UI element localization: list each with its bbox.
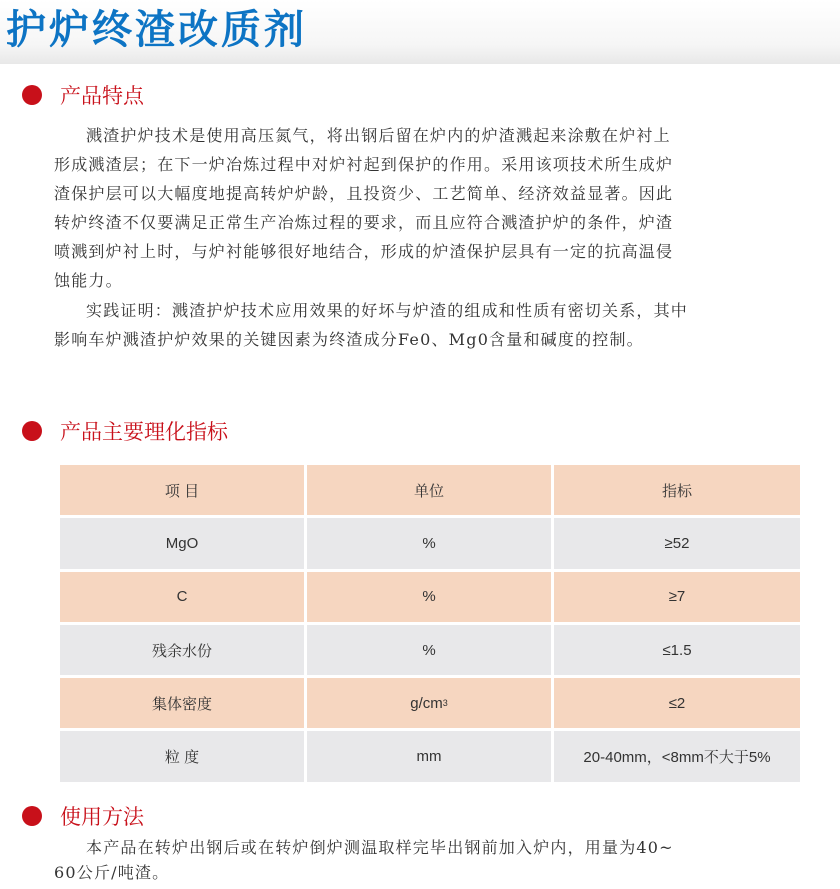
table-cell-item: 粒 度 [60,731,307,784]
spec-table [60,465,800,785]
table-row [60,518,800,571]
text-line: 溅渣护炉技术是使用高压氮气，将出钢后留在炉内的炉渣溅起来涂敷在炉衬上 [86,126,671,145]
bullet-icon [22,421,42,441]
table-header-cell: 单位 [307,465,554,518]
section-title: 使用方法 [60,805,144,829]
features-paragraph-1 [54,121,673,295]
section-title: 产品特点 [60,84,144,108]
unit-superscript: 3 [442,698,448,709]
text-line: 影响车炉溅渣护炉效果的关键因素为终渣成分Fe0、Mg0含量和碱度的控制。 [54,330,644,349]
section-heading-features [22,80,144,110]
text-line: 实践证明：溅渣护炉技术应用效果的好坏与炉渣的组成和性质有密切关系，其中 [86,301,689,320]
unit-text: g/cm [410,694,443,712]
text-line: 蚀能力。 [54,271,123,290]
section-heading-usage [22,801,144,831]
table-row [60,572,800,625]
table-cell-unit: % [307,625,554,678]
text-line: 转炉终渣不仅要满足正常生产冶炼过程的要求，而且应符合溅渣护炉的条件，炉渣 [54,213,674,232]
table-cell-value: ≥52 [554,518,800,571]
text-line: 本产品在转炉出钢后或在转炉倒炉测温取样完毕出钢前加入炉内，用量为40~ [86,838,674,857]
text-line: 60公斤/吨渣。 [54,863,170,882]
text-line: 喷溅到炉衬上时，与炉衬能够很好地结合，形成的炉渣保护层具有一定的抗高温侵 [54,242,674,261]
text-line: 形成溅渣层；在下一炉冶炼过程中对炉衬起到保护的作用。采用该项技术所生成炉 [54,155,674,174]
page-title: 护炉终渣改质剂 [6,7,307,53]
table-cell-item: MgO [60,518,307,571]
features-paragraph-2 [54,296,688,354]
table-cell-item: 集体密度 [60,678,307,731]
table-cell-unit: % [307,572,554,625]
table-row [60,678,800,731]
section-title: 产品主要理化指标 [60,420,228,444]
table-cell-unit: mm [307,731,554,784]
usage-paragraph [54,835,674,885]
table-header-cell: 指标 [554,465,800,518]
bullet-icon [22,806,42,826]
text-line: 渣保护层可以大幅度地提高转炉炉龄，且投资少、工艺简单、经济效益显著。因此 [54,184,674,203]
table-cell-value: 20-40mm，<8mm不大于5% [554,731,800,784]
table-row [60,625,800,678]
table-cell-value: ≤2 [554,678,800,731]
table-cell-value: ≤1.5 [554,625,800,678]
table-cell-value: ≥7 [554,572,800,625]
table-cell-item: 残余水份 [60,625,307,678]
table-cell-unit: % [307,518,554,571]
section-heading-specs [22,416,228,446]
table-row [60,731,800,784]
bullet-icon [22,85,42,105]
table-cell-item: C [60,572,307,625]
table-header-cell: 项 目 [60,465,307,518]
table-header-row [60,465,800,518]
table-cell-unit [307,678,554,731]
